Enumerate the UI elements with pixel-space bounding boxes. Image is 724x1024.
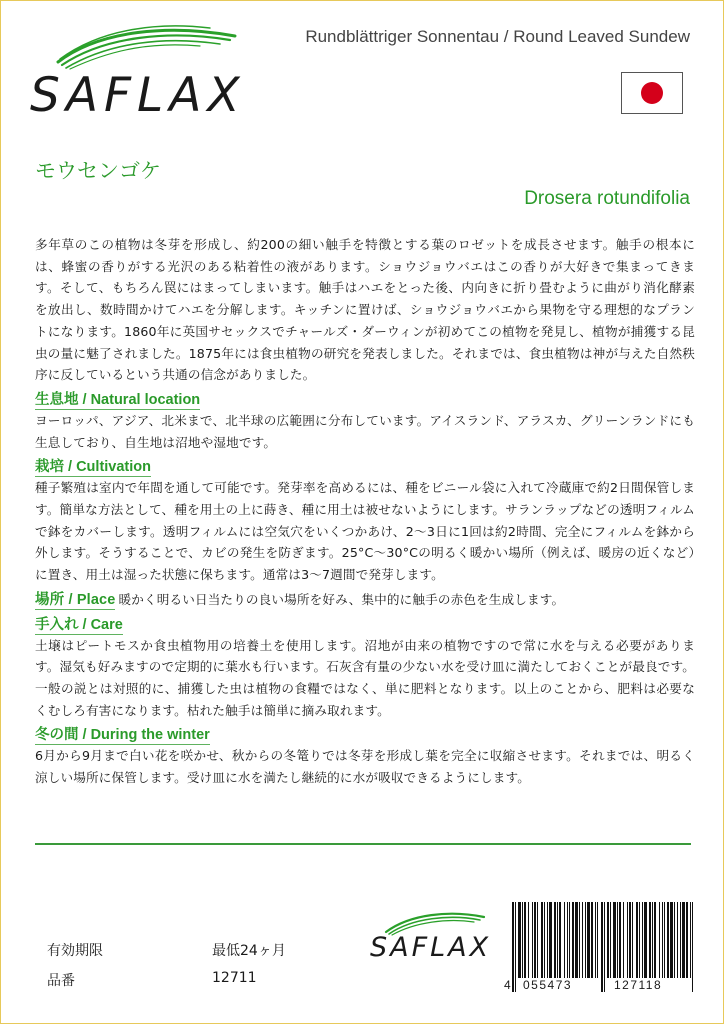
- barcode-bar: [567, 902, 568, 978]
- section-heading: 手入れ / Care: [35, 616, 123, 633]
- section-place: [35, 588, 695, 611]
- section-heading: 場所 / Place: [35, 591, 116, 608]
- expiry-value: 最低24ヶ月: [212, 943, 286, 959]
- barcode-bar: [512, 902, 514, 992]
- barcode-bar: [664, 902, 665, 978]
- barcode-bar: [544, 902, 545, 978]
- barcode-bar: [518, 902, 521, 978]
- barcode-bar: [644, 902, 647, 978]
- barcode-bar: [677, 902, 678, 978]
- barcode-bar: [652, 902, 653, 978]
- barcode-right-digits: 127118: [614, 978, 663, 992]
- intro-paragraph: 多年草のこの植物は冬芽を形成し、約200の細い触手を特徴とする葉のロゼットを成長させます。触手の根本には、蜂蜜の香りがする光沢のある粘着性の液があります。ショウジョウバエはこの香りが大好きで集まってきます。そして、もちろん罠にはまってしまいます。触手はハエをとった後、内向きに折り畳むように曲がり消化酵素を放出し、数時間かけてハエを分解します。キッチンに置けば、ショウジョウバエから果物を守る理想的なプラントになります。1860年に英国サセックスでチャールズ・ダーウィンが初めてこの植物を発見し、植物が捕獲する昆虫の量に魅了されました。1875年には食虫植物の研究を発表しました。それまでは、食虫植物は神が与えた自然秩序に反しているという共通の信念がありました。: [35, 237, 695, 383]
- latin-plant-name: Drosera rotundifolia: [524, 188, 690, 209]
- section-line: [35, 588, 695, 611]
- barcode-first-digit: 4: [504, 978, 511, 992]
- barcode-bar: [524, 902, 526, 978]
- japanese-plant-name: モウセンゴケ: [35, 159, 161, 183]
- section-text: 6月から9月まで白い花を咲かせ、秋からの冬篭りでは冬芽を形成し葉を完全に収縮させます。それまでは、明るく涼しい場所に保管します。受け皿に水を満たし継続的に水が吸収できるようにします。: [35, 748, 695, 786]
- section-cultivation: [35, 455, 695, 586]
- expiry-label: 有効期限: [47, 943, 103, 959]
- barcode-bar: [667, 902, 669, 978]
- green-divider: [35, 843, 691, 845]
- barcode-bar: [642, 902, 643, 978]
- brand-name: SAFLAX: [370, 932, 492, 963]
- barcode-bar: [662, 902, 663, 978]
- barcode-bar: [597, 902, 598, 978]
- barcode-bar: [575, 902, 578, 978]
- barcode-bar: [579, 902, 580, 978]
- barcode-bar: [627, 902, 628, 978]
- section-heading: 冬の間 / During the winter: [35, 727, 210, 744]
- barcode-bar: [686, 902, 688, 978]
- barcode-bar: [564, 902, 565, 978]
- barcode-bar: [639, 902, 640, 978]
- saflax-logo-small: [370, 908, 490, 970]
- barcode-bar: [532, 902, 533, 978]
- barcode-bar: [610, 902, 611, 978]
- barcode-bar: [674, 902, 675, 978]
- barcode-bar: [619, 902, 621, 978]
- barcode-bar: [541, 902, 543, 978]
- section-text: 暖かく明るい日当たりの良い場所を好み、集中的に触手の赤色を生成します。: [118, 591, 565, 607]
- barcode-bar: [632, 902, 633, 978]
- barcode-bar: [537, 902, 538, 978]
- barcode-bar: [557, 902, 558, 978]
- section-heading: 生息地 / Natural location: [35, 391, 201, 408]
- section-text: ヨーロッパ、アジア、北米まで、北半球の広範囲に分布しています。アイスランド、アラスカ、グリーンランドにも生息しており、自生地は沼地や湿地です。: [35, 412, 695, 450]
- barcode-bar: [595, 902, 596, 978]
- description-content: [35, 234, 695, 791]
- section-winter: [35, 723, 695, 788]
- barcode-bar: [569, 902, 570, 978]
- barcode-bar: [547, 902, 548, 978]
- saflax-logo: [30, 22, 245, 122]
- barcode-bar: [549, 902, 552, 978]
- barcode-bar: [515, 902, 516, 992]
- section-text: 種子繁殖は室内で年間を通して可能です。発芽率を高めるには、種をビニール袋に入れて冷蔵庫で約2日間保管します。簡単な方法として、種を用土の上に蒔き、種に用土は被せないようにします。サランラップなどの透明フィルムで鉢をカバーします。透明フィルムには空気穴をいくつかあけ、2～3日に1回は約2時間、完全にフィルムを鉢から外します。そうすることで、カビの発生を防ぎます。25°C〜30°Cの明るく暖かい場所（例えば、暖房の近くなど）に置き、用土は湿った状態に保ちます。通常は3～7週間で発芽します。: [35, 480, 695, 583]
- barcode-bar: [613, 902, 616, 978]
- barcode-bar: [554, 902, 556, 978]
- flag-red-circle: [641, 82, 663, 104]
- japan-flag-icon: [621, 72, 683, 114]
- barcode-bar: [572, 902, 574, 978]
- barcode-bar: [623, 902, 624, 978]
- barcode-bar: [629, 902, 631, 978]
- barcode-bar: [582, 902, 583, 978]
- barcode-bar: [591, 902, 593, 978]
- section-natural-location: [35, 388, 695, 453]
- barcode-bar: [680, 902, 681, 978]
- barcode-bar: [636, 902, 638, 978]
- barcode-bar: [534, 902, 536, 978]
- barcode-bar: [607, 902, 609, 978]
- barcode-bar: [585, 902, 586, 978]
- barcode-bar: [604, 902, 605, 992]
- barcode-bar: [692, 902, 693, 992]
- section-care: [35, 613, 695, 722]
- barcode-bar: [601, 902, 603, 992]
- barcode-bar: [649, 902, 651, 978]
- barcode-left-digits: 055473: [523, 978, 573, 992]
- product-title: Rundblättriger Sonnentau / Round Leaved Sundew: [305, 27, 690, 46]
- barcode-bar: [690, 902, 691, 978]
- item-number-label: 品番: [47, 973, 75, 989]
- barcode-bar: [654, 902, 656, 978]
- brand-name: SAFLAX: [30, 68, 246, 123]
- section-heading: 栽培 / Cultivation: [35, 459, 151, 476]
- barcode-bar: [559, 902, 561, 978]
- barcode-bar: [659, 902, 660, 978]
- barcode-bar: [670, 902, 673, 978]
- barcode-bar: [617, 902, 618, 978]
- section-text: 土壌はピートモスか食虫植物用の培養土を使用します。沼地が由来の植物ですので常に水を与える必要があります。湿気も好みますので定期的に葉水も行います。石灰含有量の少ない水を受け皿に満たしておくことが最良です。一般の説とは対照的に、捕獲した虫は植物の食糧ではなく、単に肥料となります。以上のことから、肥料は必要なくむしろ有害になります。枯れた触手は簡単に摘み取れます。: [35, 637, 695, 718]
- barcode-bar: [528, 902, 529, 978]
- barcode-bar: [587, 902, 590, 978]
- barcode-bar: [522, 902, 523, 978]
- barcode-bar: [682, 902, 685, 978]
- item-number-value: 12711: [212, 970, 257, 986]
